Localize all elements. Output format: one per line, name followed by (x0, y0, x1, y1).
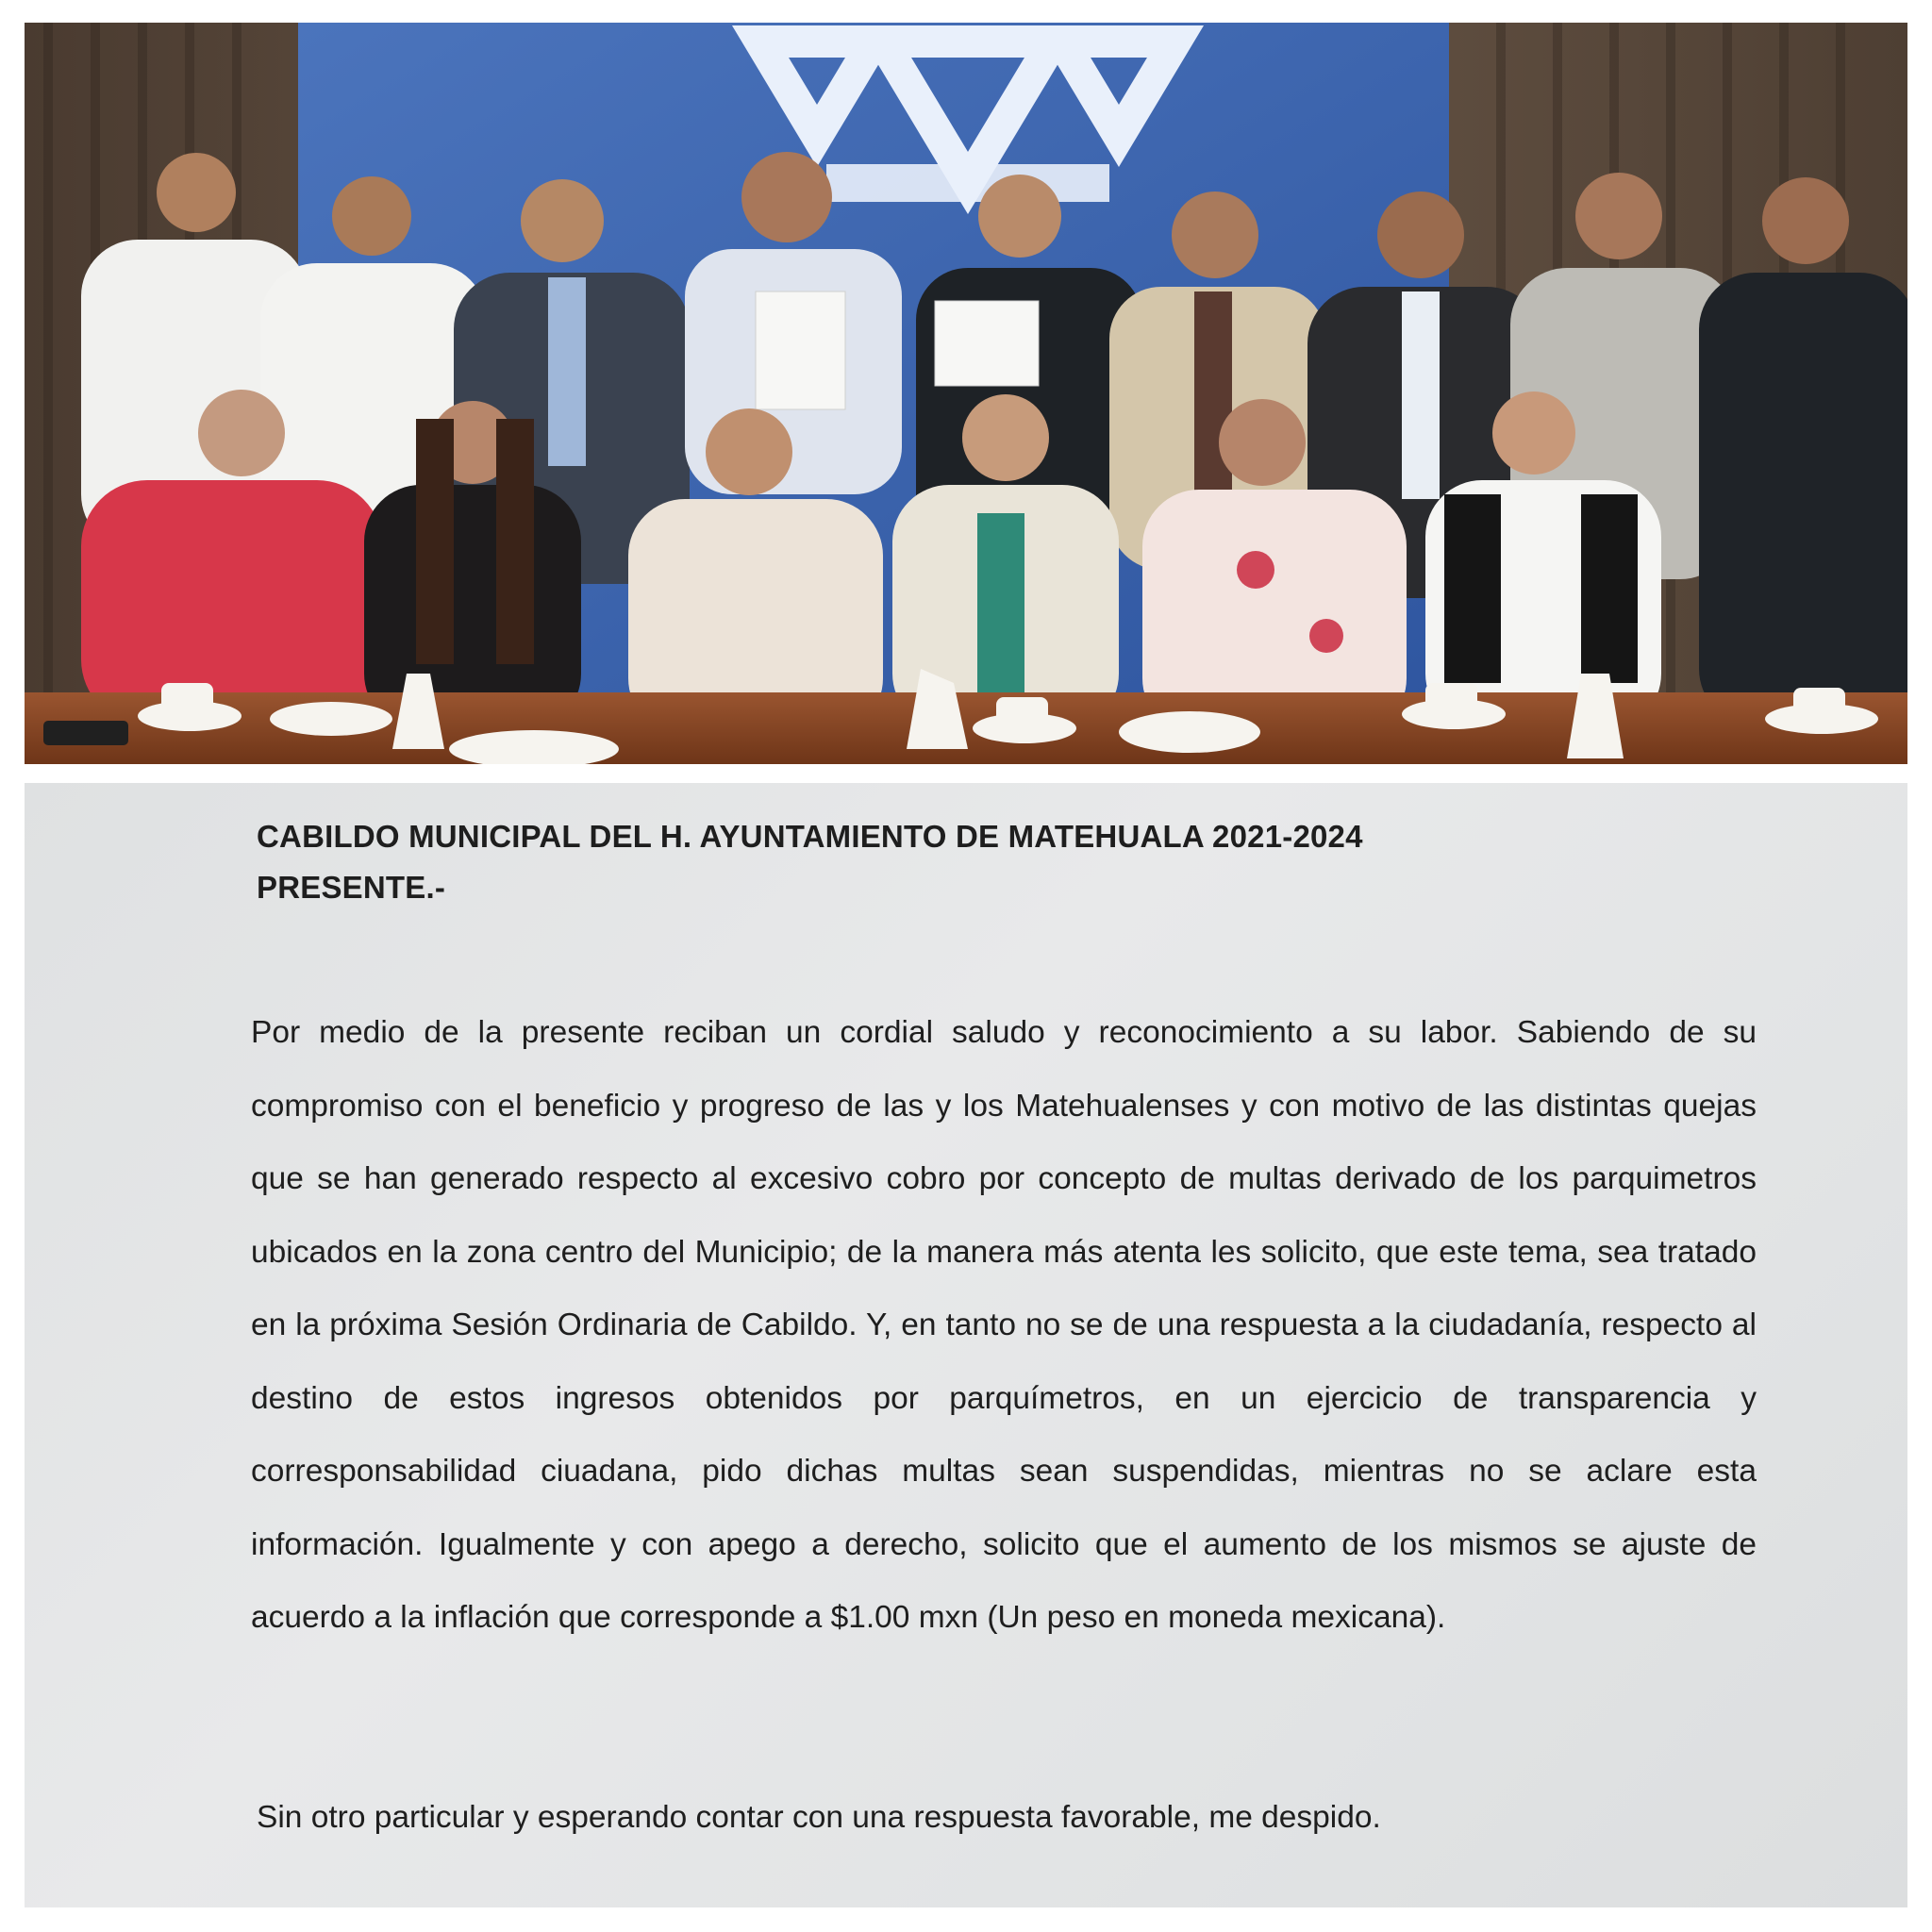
salutation: PRESENTE.- (257, 870, 446, 905)
held-document-right (935, 301, 1039, 386)
group-photo (25, 23, 1907, 764)
letter-document (25, 783, 1907, 1907)
held-document-left (756, 291, 845, 409)
letter-body: Por medio de la presente reciban un cordial saludo y reconocimiento a su labor. Sabiendo de su compromiso con el beneficio y progreso de las y los Matehualenses y con motivo de las distintas quejas que se han generado respecto al excesivo cobro por concepto de multas derivado de los parquimetros ubicados en la zona centro del Municipio; de la manera más atenta les solicito, que este tema, sea tratado en la próxima Sesión Ordinaria de Cabildo. Y, en tanto no se de una respuesta a la ciudadanía, respecto al destino de estos ingresos obtenidos por parquímetros, en un ejercicio de transparencia y corresponsabilidad ciuadana, pido dichas multas sean suspendidas, mientras no se aclare esta información. Igualmente y con apego a derecho, solicito que el aumento de los mismos se ajuste de acuerdo a la inflación que corresponde a $1.00 mxn (Un peso en moneda mexicana). (251, 1015, 1757, 1635)
addressee: CABILDO MUNICIPAL DEL H. AYUNTAMIENTO DE MATEHUALA 2021-2024 (257, 819, 1363, 854)
group-photo-illustration (25, 23, 1907, 764)
phone-icon (43, 721, 128, 745)
letter-header (257, 811, 1363, 913)
letter-closing: Sin otro particular y esperando contar con una respuesta favorable, me despido. (257, 1800, 1381, 1835)
